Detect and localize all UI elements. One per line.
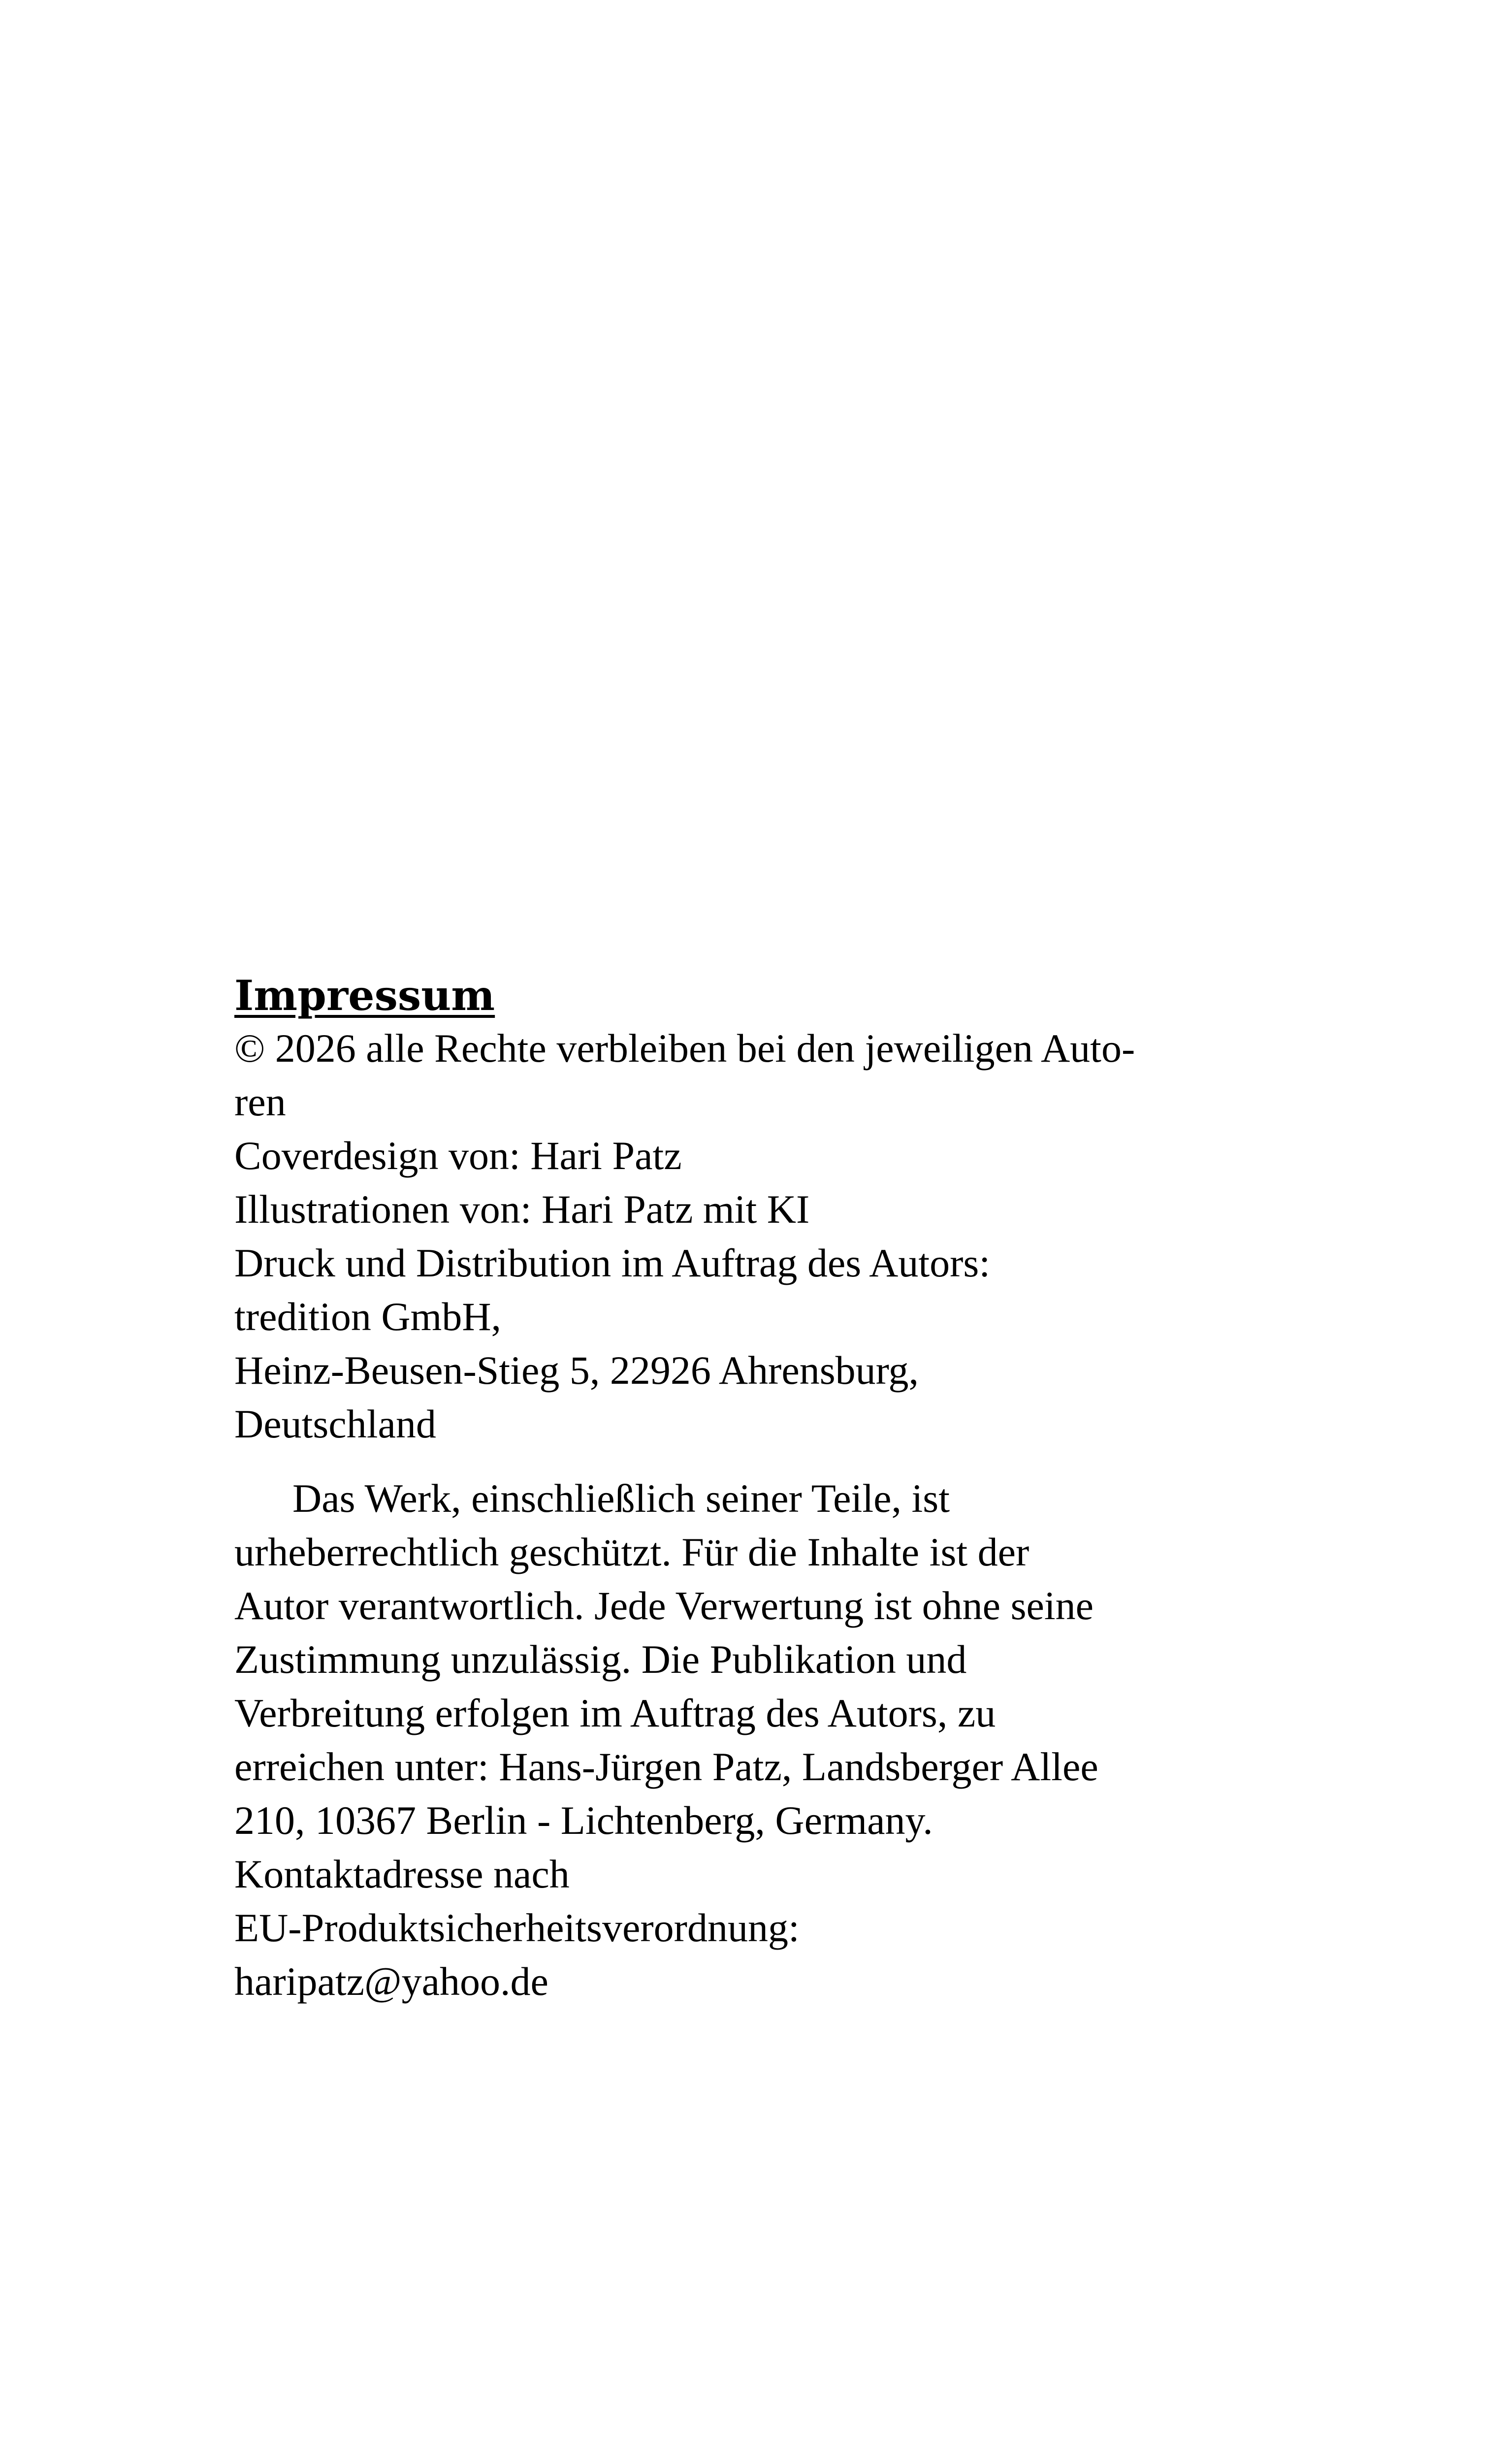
imprint-title: Impressum	[234, 971, 495, 1020]
publisher-street-address: Heinz-Beusen-Stieg 5, 22926 Ahrensburg,	[234, 1348, 919, 1393]
imprint-block	[234, 971, 1278, 2008]
illustrations-credit: Illustrationen von: Hari Patz mit KI	[234, 1187, 810, 1232]
publisher-country: Deutschland	[234, 1401, 436, 1446]
notice-line: 210, 10367 Berlin - Lichtenberg, Germany.	[234, 1798, 933, 1843]
publisher-name: tredition GmbH,	[234, 1294, 502, 1339]
notice-line: Das Werk, einschließlich seiner Teile, ist	[292, 1476, 950, 1521]
copyright-line-continued: ren	[234, 1079, 286, 1124]
copyright-notice	[234, 1471, 1278, 2008]
contact-email: haripatz@yahoo.de	[234, 1959, 548, 2004]
notice-line: erreichen unter: Hans-Jürgen Patz, Landsberger Allee	[234, 1744, 1098, 1789]
print-distribution-line: Druck und Distribution im Auftrag des Autors:	[234, 1240, 991, 1285]
regulation-label: EU-Produktsicherheitsverordnung:	[234, 1905, 800, 1950]
notice-line: Autor verantwortlich. Jede Verwertung ist ohne seine	[234, 1583, 1094, 1628]
notice-line: Zustimmung unzulässig. Die Publikation und	[234, 1637, 967, 1682]
notice-line: urheberrechtlich geschützt. Für die Inhalte ist der	[234, 1530, 1029, 1574]
copyright-line: © 2026 alle Rechte verbleiben bei den jeweiligen Auto-	[234, 1026, 1135, 1071]
cover-design-credit: Coverdesign von: Hari Patz	[234, 1133, 682, 1178]
notice-line: Verbreitung erfolgen im Auftrag des Autors, zu	[234, 1691, 996, 1735]
contact-address-label: Kontaktadresse nach	[234, 1852, 570, 1896]
